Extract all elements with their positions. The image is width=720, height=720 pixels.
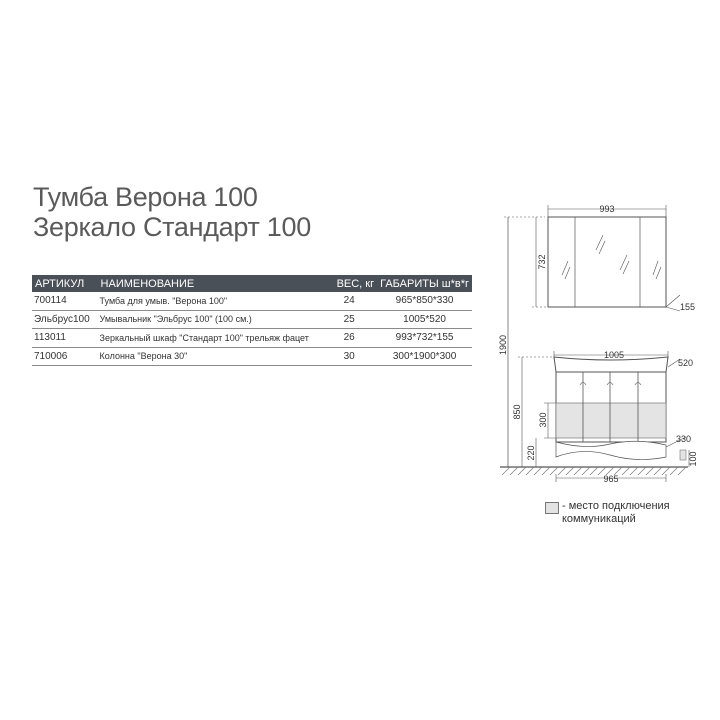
cell-weight: 24 — [321, 292, 377, 310]
cell-article: Эльбрус100 — [32, 310, 98, 329]
legend-swatch — [545, 502, 559, 514]
cell-name: Умывальник "Эльбрус 100" (100 см.) — [98, 310, 322, 329]
dim-cabinet-depth-label: 330 — [676, 434, 692, 444]
cell-dimensions: 993*732*155 — [377, 329, 472, 348]
cell-article: 700114 — [32, 292, 98, 310]
table-row — [32, 329, 472, 348]
dim-floor-gap — [680, 450, 698, 467]
table-row — [32, 347, 472, 366]
dim-mirror-width — [548, 204, 666, 217]
cell-weight: 26 — [321, 329, 377, 348]
cell-article: 710006 — [32, 347, 98, 366]
spec-table-header — [32, 275, 472, 292]
cell-weight: 30 — [321, 347, 377, 366]
dim-cabinet-width — [556, 474, 666, 484]
header-weight: ВЕС, кг — [321, 275, 377, 292]
cell-weight: 25 — [321, 310, 377, 329]
dim-mirror-depth-label: 155 — [680, 302, 696, 312]
dim-cabinet-depth — [666, 434, 691, 447]
cell-dimensions: 300*1900*300 — [377, 347, 472, 366]
cell-name: Колонна "Верона 30" — [98, 347, 322, 366]
technical-drawing — [490, 195, 710, 495]
legend-text: - место подключения — [562, 500, 670, 512]
cell-name: Зеркальный шкаф "Стандарт 100" трельяж фацет — [98, 329, 322, 348]
dim-sink-depth — [668, 358, 693, 368]
product-title-cabinet: Тумба Верона 100 — [33, 182, 258, 212]
dim-drawer-height — [538, 403, 556, 438]
table-row — [32, 292, 472, 310]
header-article: АРТИКУЛ — [32, 275, 98, 292]
dim-plinth-height-label: 220 — [526, 445, 536, 461]
header-dimensions: ГАБАРИТЫ ш*в*г — [377, 275, 472, 292]
dim-sink-depth-label: 520 — [678, 358, 694, 368]
dim-mirror-width-label: 993 — [599, 204, 615, 214]
header-name: НАИМЕНОВАНИЕ — [98, 275, 322, 292]
dim-floor-gap-label: 100 — [688, 451, 698, 467]
dim-cabinet-width-label: 965 — [603, 474, 619, 484]
dim-plinth-height — [526, 438, 536, 467]
dim-cabinet-height-label: 850 — [512, 404, 522, 420]
dim-sink-width-label: 1005 — [603, 350, 625, 360]
spec-table — [32, 275, 472, 366]
cell-article: 113011 — [32, 329, 98, 348]
dim-drawer-height-label: 300 — [538, 412, 548, 428]
dim-mirror-height — [532, 217, 548, 307]
mirror-cabinet — [548, 217, 666, 307]
cell-name: Тумба для умыв. "Верона 100" — [98, 292, 322, 310]
product-title-mirror: Зеркало Стандарт 100 — [33, 212, 311, 242]
dim-mirror-depth — [666, 295, 695, 312]
dim-total-height-label: 1900 — [498, 334, 508, 356]
vanity-cabinet — [556, 372, 666, 460]
cell-dimensions: 965*850*330 — [377, 292, 472, 310]
legend-text-continuation: коммуникаций — [562, 513, 636, 525]
floor-hatch — [500, 467, 688, 475]
table-row — [32, 310, 472, 329]
cell-dimensions: 1005*520 — [377, 310, 472, 329]
dim-mirror-height-label: 732 — [537, 254, 547, 270]
